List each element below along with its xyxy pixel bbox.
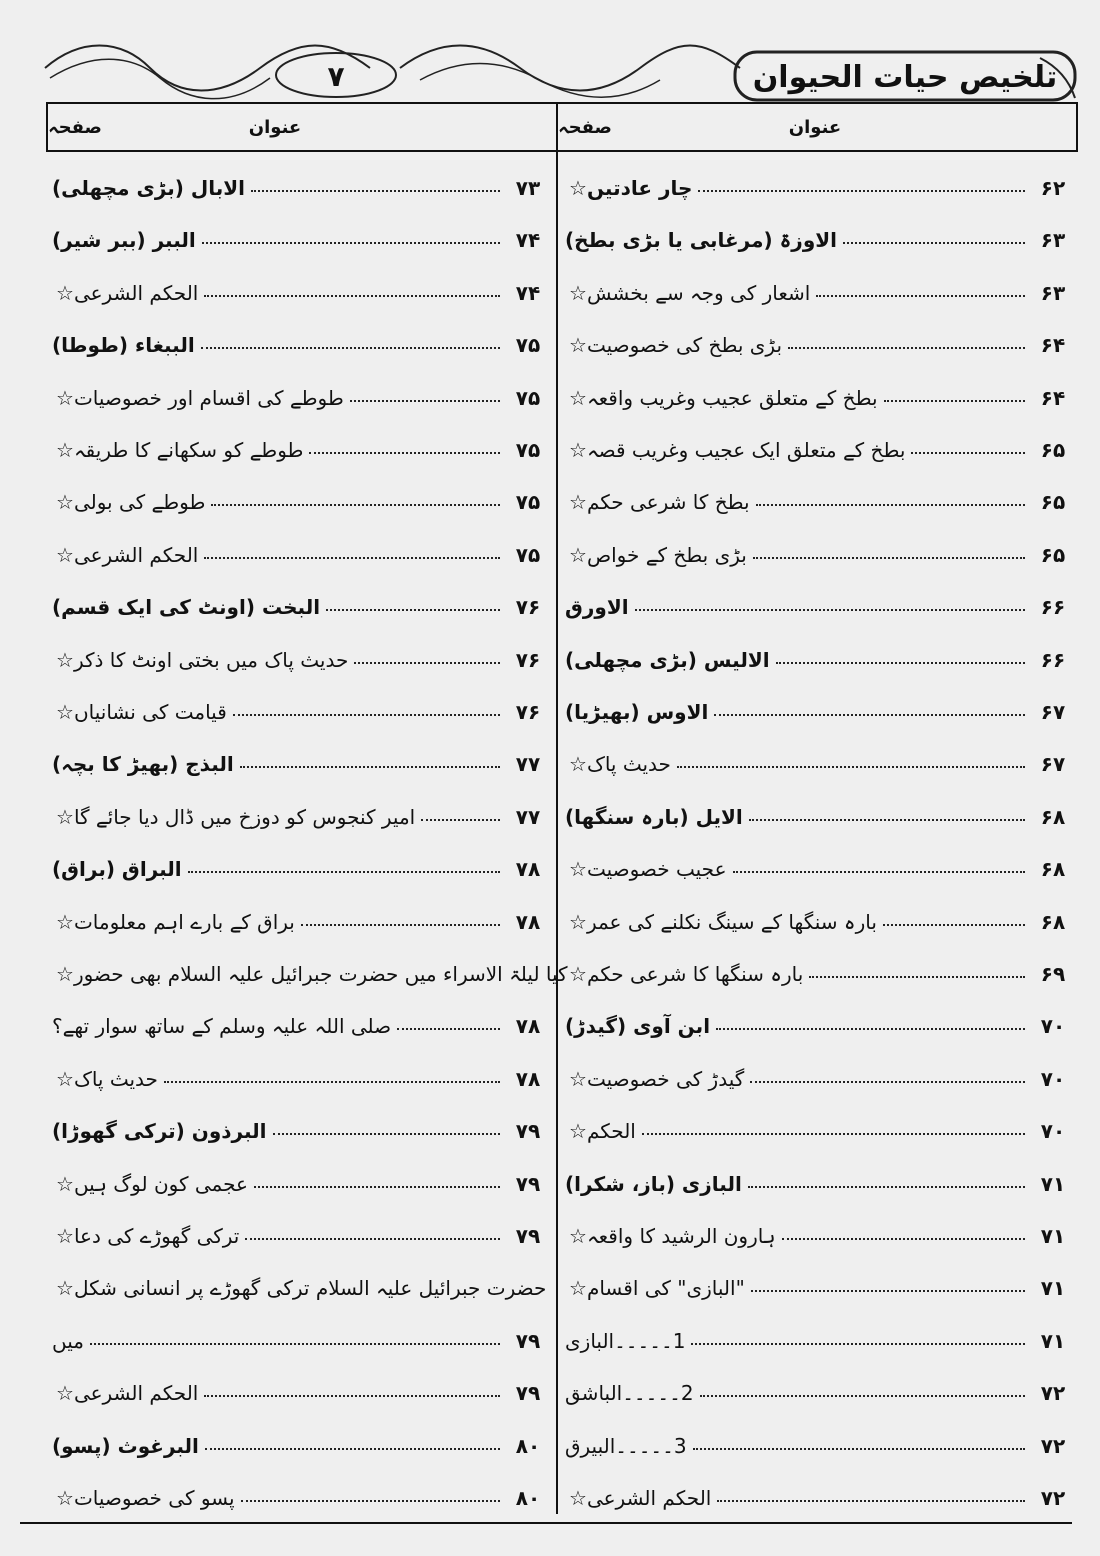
dot-leader [816,295,1025,297]
dot-leader [733,871,1025,873]
star-icon: ☆ [56,385,74,410]
right-column-title-heading: عنوان [788,116,842,138]
left-toc-entry [52,422,550,462]
entry-title: حدیث پاک میں بختی اونٹ کا ذکر [73,647,349,672]
entry-page-number: ۶۷ [1040,700,1066,724]
right-toc-entry [565,841,1075,881]
dot-leader [354,662,500,664]
entry-title: گیدڑ کی خصوصیت [586,1066,745,1091]
entry-title: الحکم الشرعی [73,280,199,305]
entry-title: طوطے کی بولی [73,490,206,515]
entry-title: الببر (ببر شیر) [52,228,196,253]
entry-title: الببغاء (طوطا) [52,333,195,358]
dot-leader [749,819,1025,821]
entry-title: الحکم الشرعی [73,542,199,567]
star-icon: ☆ [56,909,74,934]
left-toc-entry [52,317,550,357]
left-toc-entry [52,1208,550,1248]
entry-page-number: ۸۰ [515,1433,541,1458]
dot-leader [245,1238,500,1240]
right-toc-entry [565,1051,1075,1091]
entry-page-number: ۷۷ [515,804,541,829]
entry-title: البخت (اونٹ کی ایک قسم) [52,595,321,620]
dot-leader [421,819,500,821]
dot-leader [309,452,500,454]
entry-title: بڑی بطخ کے خواص [586,542,747,567]
entry-title: الابال (بڑی مچھلی) [52,176,246,200]
star-icon: ☆ [56,700,74,724]
dot-leader [90,1343,500,1345]
star-icon: ☆ [569,280,587,305]
entry-page-number: ۷۵ [515,333,541,358]
entry-page-number: ۷۲ [1040,1433,1066,1458]
entry-page-number: ۷۵ [515,438,541,462]
entry-title: بارہ سنگھا کا شرعی حکم [586,962,804,986]
entry-title: البازی (باز، شکرا) [565,1171,742,1196]
star-icon: ☆ [569,1119,587,1144]
footer-rule [20,1522,1072,1524]
dot-leader [254,1186,500,1188]
dot-leader [677,766,1025,768]
entry-page-number: ۷۰ [1040,1066,1066,1091]
left-toc-entry [52,212,550,252]
entry-page-number: ۸۰ [515,1486,541,1510]
star-icon: ☆ [56,1381,74,1406]
dot-leader [911,452,1025,454]
star-icon: ☆ [569,1066,587,1091]
entry-title: الحکم الشرعی [73,1381,199,1406]
entry-title: بطخ کے متعلق عجیب وغریب واقعہ [586,385,878,410]
right-toc-entry [565,160,1075,200]
star-icon: ☆ [56,1171,74,1196]
dot-leader [750,1081,1025,1083]
entry-title: عجمی کون لوگ ہیں [73,1171,248,1196]
left-toc-entry [52,527,550,567]
left-toc-entry [52,265,550,305]
star-icon: ☆ [56,647,74,672]
entry-page-number: ۷۹ [515,1328,541,1353]
star-icon: ☆ [56,490,74,515]
dot-leader [273,1133,500,1135]
left-toc-entry [52,789,550,829]
entry-page-number: ۷۲ [1040,1381,1066,1406]
entry-page-number: ۶۴ [1040,333,1066,358]
left-column-page-heading: صفحہ [48,116,102,138]
dot-leader [204,557,500,559]
star-icon: ☆ [56,1066,74,1091]
entry-page-number: ۷۹ [515,1224,541,1248]
entry-page-number: ۶۸ [1040,909,1066,934]
star-icon: ☆ [56,804,74,829]
star-icon: ☆ [569,1224,587,1248]
dot-leader [756,504,1025,506]
star-icon: ☆ [569,909,587,934]
right-toc-entry [565,317,1075,357]
entry-title: قیامت کی نشانیاں [73,700,227,724]
dot-leader [204,1395,500,1397]
left-toc-entry [52,1365,550,1405]
dot-leader [233,714,500,716]
right-toc-entry [565,998,1075,1038]
dot-leader [251,190,500,192]
entry-page-number: ۷۸ [515,909,541,934]
star-icon: ☆ [56,542,74,567]
left-toc-entry [52,1313,550,1353]
star-icon: ☆ [569,1486,587,1510]
star-icon: ☆ [56,438,74,462]
dot-leader [211,504,500,506]
page-header [0,0,1100,100]
star-icon: ☆ [569,490,587,515]
star-icon: ☆ [569,962,587,986]
entry-page-number: ۷۴ [515,280,541,305]
column-divider [556,102,558,1514]
dot-leader [397,1028,500,1030]
entry-page-number: ۷۸ [515,1066,541,1091]
dot-leader [751,1290,1025,1292]
left-toc-entry [52,1051,550,1091]
entry-title: ہارون الرشید کا واقعہ [586,1224,776,1248]
entry-title: حدیث پاک [73,1066,158,1091]
entry-page-number: ۷۱ [1040,1328,1066,1353]
dot-leader [205,1448,500,1450]
dot-leader [716,1028,1025,1030]
dot-leader [326,609,500,611]
entry-page-number: ۷۲ [1040,1486,1066,1510]
entry-title: 3۔۔۔۔۔البیرق [565,1433,687,1458]
dot-leader [642,1133,1025,1135]
entry-page-number: ۷۴ [515,228,541,253]
dot-leader [843,242,1025,244]
dot-leader [776,662,1025,664]
right-toc-entry [565,527,1075,567]
dot-leader [188,871,500,873]
star-icon: ☆ [569,752,587,777]
dot-leader [753,557,1025,559]
entry-title: البراق (براق) [52,857,182,882]
entry-page-number: ۷۵ [515,385,541,410]
right-toc-entry [565,684,1075,724]
star-icon: ☆ [569,333,587,358]
entry-page-number: ۶۳ [1040,280,1066,305]
dot-leader [241,1500,500,1502]
left-toc-entry [52,632,550,672]
entry-page-number: ۶۶ [1040,595,1066,620]
entry-title: میں [52,1328,84,1353]
entry-page-number: ۷۹ [515,1171,541,1196]
dot-leader [202,242,500,244]
entry-page-number: ۶۷ [1040,752,1066,777]
entry-title: 2۔۔۔۔۔الباشق [565,1381,694,1406]
left-toc-entry [52,946,568,986]
right-toc-entry [565,789,1075,829]
right-toc-entry [565,1418,1075,1458]
entry-page-number: ۷۸ [515,1014,541,1039]
star-icon: ☆ [569,857,587,882]
entry-page-number: ۷۶ [515,595,541,620]
entry-page-number: ۶۴ [1040,385,1066,410]
right-column-page-heading: صفحہ [558,116,612,138]
entry-page-number: ۷۱ [1040,1224,1066,1248]
entry-title: بطخ کا شرعی حکم [586,490,750,515]
entry-page-number: ۶۳ [1040,228,1066,253]
right-toc-entry [565,1208,1075,1248]
entry-page-number: ۷۵ [515,542,541,567]
left-toc-entry [52,474,550,514]
left-toc-entry [52,736,550,776]
entry-page-number: ۷۹ [515,1381,541,1406]
dot-leader [788,347,1025,349]
right-toc-entry [565,1103,1075,1143]
star-icon: ☆ [569,438,587,462]
left-toc-entry [52,841,550,881]
right-toc-entry [565,1156,1075,1196]
dot-leader [693,1448,1025,1450]
entry-title: ترکی گھوڑے کی دعا [73,1224,240,1248]
star-icon: ☆ [56,962,74,986]
entry-title: حضرت جبرائیل علیہ السلام ترکی گھوڑے پر انسانی شکل [73,1276,547,1301]
entry-page-number: ۷۱ [1040,1276,1066,1301]
dot-leader [204,295,500,297]
entry-title: البذج (بھیڑ کا بچہ) [52,752,234,777]
entry-title: الالیس (بڑی مچھلی) [565,647,770,672]
entry-page-number: ۷۶ [515,700,541,724]
right-toc-entry [565,579,1075,619]
entry-title: کیا لیلۃ الاسراء میں حضرت جبرائیل علیہ السلام بھی حضور [73,962,568,986]
right-toc-entry [565,1470,1075,1510]
entry-page-number: ۷۰ [1040,1119,1066,1144]
dot-leader [884,400,1025,402]
left-toc-entry [52,1418,550,1458]
entry-page-number: ۷۵ [515,490,541,515]
dot-leader [714,714,1025,716]
entry-title: ابن آوی (گیدڑ) [565,1014,711,1039]
entry-page-number: ۷۳ [515,176,541,200]
star-icon: ☆ [569,385,587,410]
dot-leader [883,924,1025,926]
dot-leader [691,1343,1025,1345]
left-toc-entry [52,579,550,619]
star-icon: ☆ [56,1276,74,1301]
entry-title: بارہ سنگھا کے سینگ نکلنے کی عمر [586,909,877,934]
left-toc-entry [52,1260,550,1300]
star-icon: ☆ [56,280,74,305]
entry-page-number: ۷۸ [515,857,541,882]
left-column-title-heading: عنوان [248,116,302,138]
dot-leader [809,976,1025,978]
right-toc-entry [565,422,1075,462]
entry-title: الحکم الشرعی [586,1486,712,1510]
entry-page-number: ۶۶ [1040,647,1066,672]
star-icon: ☆ [569,542,587,567]
left-toc-entry [52,370,550,410]
entry-title: الحکم [586,1119,636,1144]
right-toc-entry [565,632,1075,672]
right-toc-entry [565,1365,1075,1405]
entry-title: چار عادتیں [586,176,693,200]
right-toc-entry [565,736,1075,776]
entry-title: اشعار کی وجہ سے بخشش [586,280,811,305]
dot-leader [717,1500,1025,1502]
entry-title: پسو کی خصوصیات [73,1486,235,1510]
entry-title: 1۔۔۔۔۔البازی [565,1328,686,1353]
left-toc-entry [52,1156,550,1196]
entry-page-number: ۷۷ [515,752,541,777]
dot-leader [301,924,500,926]
star-icon: ☆ [56,1224,74,1248]
entry-title: براق کے بارے اہم معلومات [73,909,295,934]
right-toc-entry [565,1313,1075,1353]
left-toc-entry [52,1103,550,1143]
entry-page-number: ۶۹ [1040,962,1066,986]
left-toc-entry [52,684,550,724]
entry-title: صلی اللہ علیہ وسلم کے ساتھ سوار تھے؟ [52,1014,392,1039]
entry-title: حدیث پاک [586,752,671,777]
star-icon: ☆ [569,1276,587,1301]
dot-leader [350,400,500,402]
entry-title: الاوس (بھیڑیا) [565,700,709,724]
entry-title: الاوزۃ (مرغابی یا بڑی بطخ) [565,228,837,253]
entry-title: "البازی" کی اقسام [586,1276,745,1301]
entry-page-number: ۷۹ [515,1119,541,1144]
dot-leader [698,190,1025,192]
entry-page-number: ۶۵ [1040,542,1066,567]
entry-title: الایل (بارہ سنگھا) [565,804,743,829]
star-icon: ☆ [56,1486,74,1510]
dot-leader [782,1238,1025,1240]
dot-leader [201,347,500,349]
entry-page-number: ۶۵ [1040,438,1066,462]
entry-page-number: ۷۱ [1040,1171,1066,1196]
entry-title: امیر کنجوس کو دوزخ میں ڈال دیا جائے گا [73,804,416,829]
right-toc-entry [565,212,1075,252]
entry-page-number: ۶۵ [1040,490,1066,515]
entry-title: الاورق [565,595,629,620]
entry-page-number: ۷۰ [1040,1014,1066,1039]
entry-page-number: ۶۲ [1040,176,1066,200]
left-toc-entry [52,894,550,934]
entry-title: طوطے کی اقسام اور خصوصیات [73,385,344,410]
entry-title: طوطے کو سکھانے کا طریقہ [73,438,304,462]
entry-title: بڑی بطخ کی خصوصیت [586,333,783,358]
star-icon: ☆ [569,176,587,200]
book-title: تلخیص حیات الحیوان [752,59,1058,95]
entry-title: البرغوث (پسو) [52,1433,199,1458]
left-toc-entry [52,998,550,1038]
right-toc-entry [565,265,1075,305]
right-toc-entry [565,1260,1075,1300]
dot-leader [748,1186,1025,1188]
right-toc-entry [565,894,1075,934]
left-toc-entry [52,160,550,200]
entry-title: بطخ کے متعلق ایک عجیب وغریب قصہ [586,438,906,462]
dot-leader [240,766,500,768]
right-toc-entry [565,946,1075,986]
dot-leader [164,1081,500,1083]
entry-page-number: ۶۸ [1040,804,1066,829]
page-number: ۷ [327,59,345,93]
right-toc-entry [565,474,1075,514]
dot-leader [700,1395,1025,1397]
entry-title: البرذون (ترکی گھوڑا) [52,1119,267,1144]
entry-page-number: ۶۸ [1040,857,1066,882]
entry-page-number: ۷۶ [515,647,541,672]
dot-leader [635,609,1025,611]
right-toc-entry [565,370,1075,410]
entry-title: عجیب خصوصیت [586,857,727,882]
left-toc-entry [52,1470,550,1510]
